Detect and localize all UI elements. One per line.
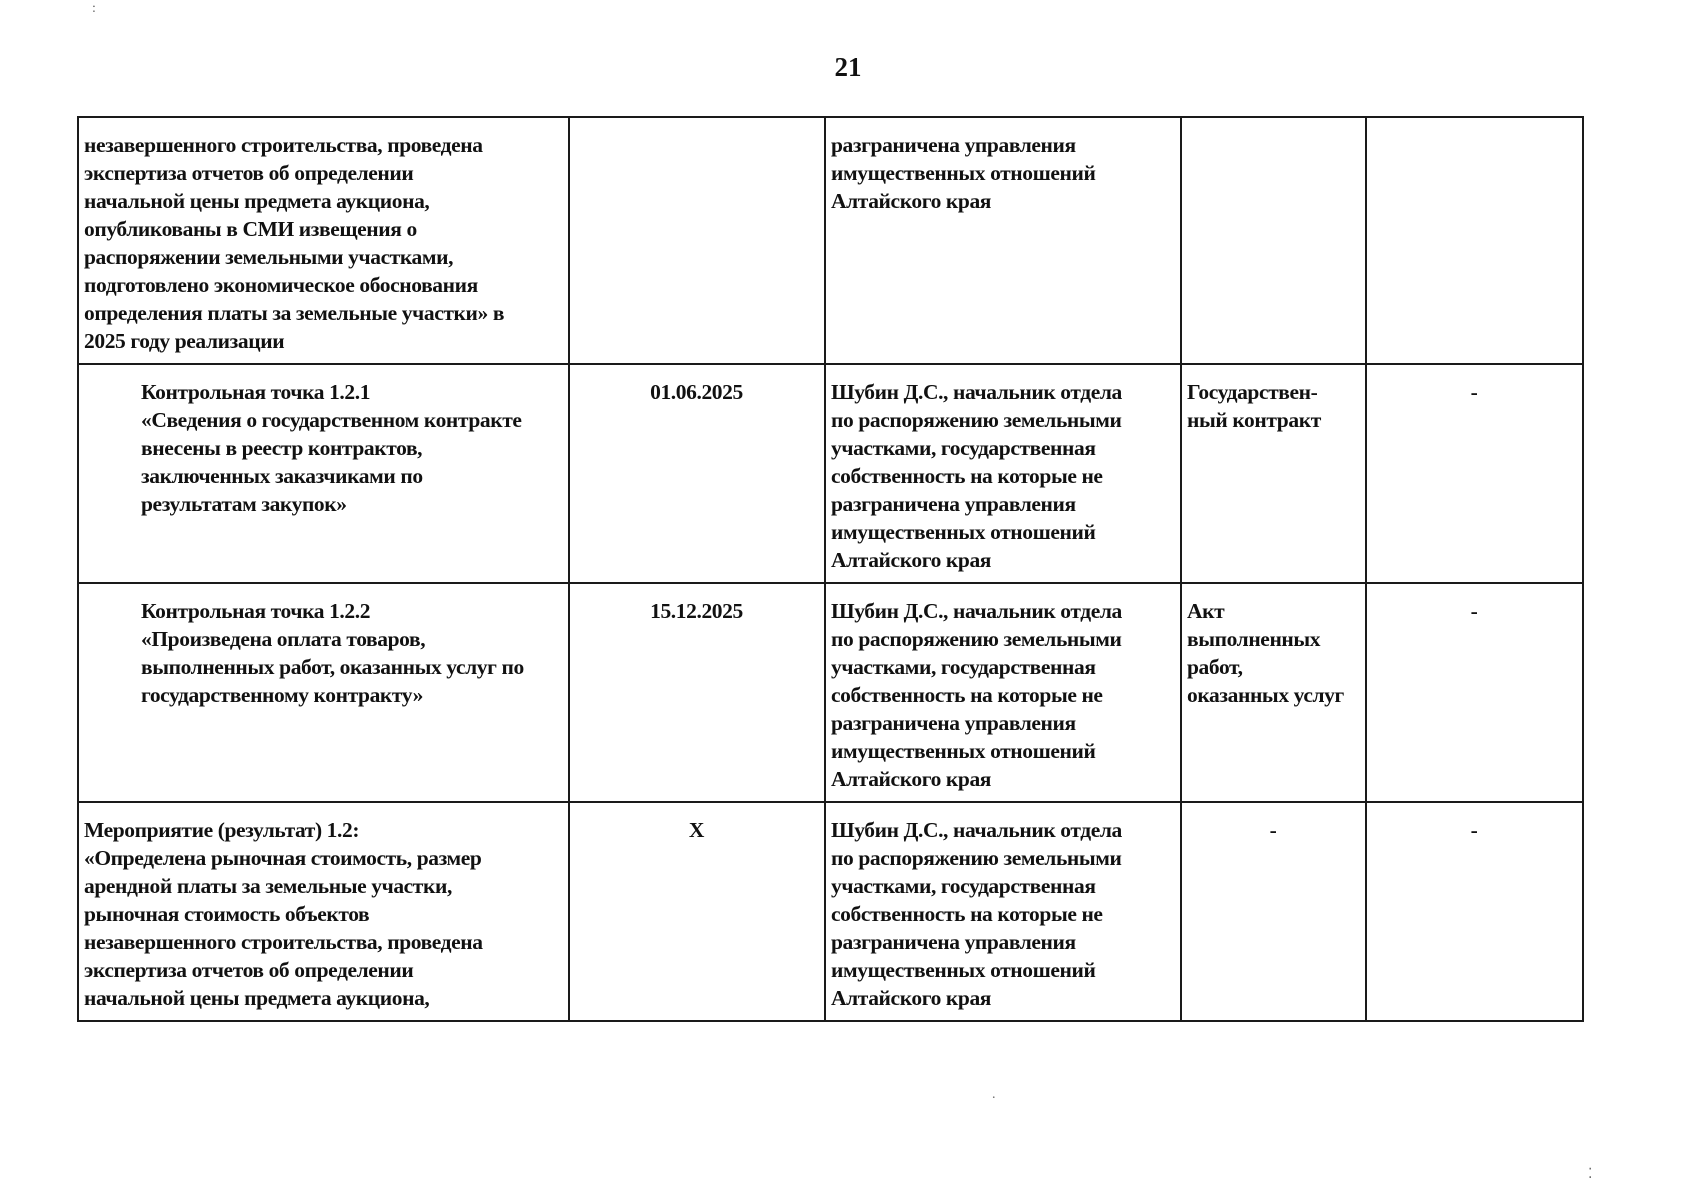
table-row (78, 364, 1583, 583)
table-row (78, 583, 1583, 802)
event-cell: незавершенного строительства, проведена экспертиза отчетов об определении начальной цены предмета аукциона, опубликованы в СМИ извещения о распоряжении земельными участками, подготовлено экономическое обоснования определения платы за земельные участки» в 2025 году реализации (78, 117, 569, 364)
document-cell: - (1181, 802, 1366, 1021)
page-number: 21 (834, 52, 862, 82)
note-cell (1366, 117, 1583, 364)
table-row (78, 802, 1583, 1021)
scan-speck: . (992, 1087, 996, 1102)
plan-table (77, 116, 1584, 1022)
document-cell: Государствен- ный контракт (1181, 364, 1366, 583)
document-cell (1181, 117, 1366, 364)
table-row (78, 117, 1583, 364)
note-cell: - (1366, 364, 1583, 583)
scan-speck: ⁚ (1588, 1167, 1593, 1182)
event-cell: Контрольная точка 1.2.2 «Произведена оплата товаров, выполненных работ, оказанных услуг по государственному контракту» (78, 583, 569, 802)
scan-speck: : (92, 1, 96, 16)
responsible-cell: Шубин Д.С., начальник отдела по распоряжению земельными участками, государственная собственность на которые не разграничена управления имущественных отношений Алтайского края (825, 802, 1181, 1021)
event-cell: Контрольная точка 1.2.1 «Сведения о государственном контракте внесены в реестр контрактов, заключенных заказчиками по результатам закупок» (78, 364, 569, 583)
note-cell: - (1366, 583, 1583, 802)
responsible-cell: Шубин Д.С., начальник отдела по распоряжению земельными участками, государственная собственность на которые не разграничена управления имущественных отношений Алтайского края (825, 364, 1181, 583)
event-cell: Мероприятие (результат) 1.2: «Определена рыночная стоимость, размер арендной платы за земельные участки, рыночная стоимость объектов незавершенного строительства, проведена экспертиза отчетов об определении начальной цены предмета аукциона, (78, 802, 569, 1021)
responsible-cell: Шубин Д.С., начальник отдела по распоряжению земельными участками, государственная собственность на которые не разграничена управления имущественных отношений Алтайского края (825, 583, 1181, 802)
note-cell: - (1366, 802, 1583, 1021)
date-cell (569, 117, 825, 364)
responsible-cell: разграничена управления имущественных отношений Алтайского края (825, 117, 1181, 364)
date-cell: 15.12.2025 (569, 583, 825, 802)
date-cell: 01.06.2025 (569, 364, 825, 583)
date-cell: X (569, 802, 825, 1021)
document-cell: Акт выполненных работ, оказанных услуг (1181, 583, 1366, 802)
